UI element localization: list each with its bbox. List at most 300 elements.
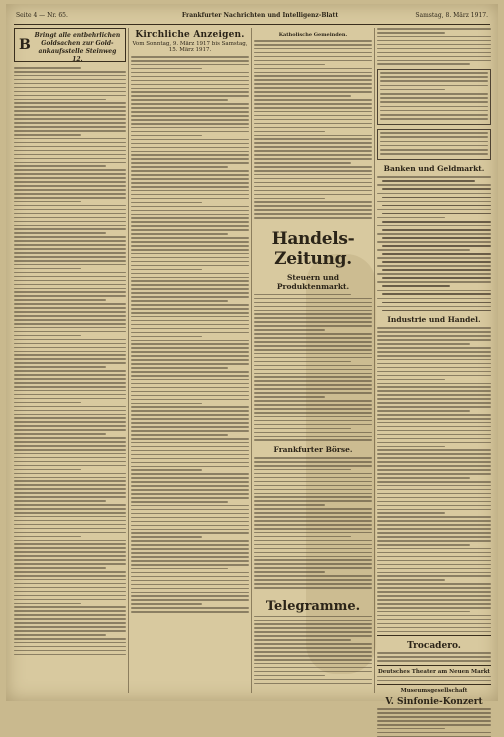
text-line [14, 134, 81, 136]
text-line [377, 595, 491, 597]
text-line [131, 174, 249, 176]
text-line [14, 583, 126, 585]
text-line [14, 244, 126, 246]
text-line [131, 221, 249, 223]
text-line [377, 40, 491, 42]
text-line [131, 158, 249, 160]
newspaper-page [6, 4, 498, 708]
text-line [131, 383, 249, 385]
text-line [131, 525, 249, 527]
text-line [377, 438, 491, 440]
column-2 [131, 28, 249, 693]
text-line [14, 154, 126, 156]
box-initial: B [19, 37, 31, 53]
text-line [14, 276, 126, 278]
text-line [14, 169, 126, 171]
text-line [254, 131, 325, 133]
text-line [382, 197, 491, 199]
text-line [377, 591, 491, 593]
text-line [131, 60, 249, 62]
text-line [131, 548, 249, 550]
text-line [131, 347, 249, 349]
text-line [14, 146, 126, 148]
text-line [14, 492, 126, 494]
text-line [14, 543, 126, 545]
text-line [377, 708, 491, 710]
text-line [14, 571, 126, 573]
text-line [377, 631, 491, 633]
text-line [131, 505, 249, 507]
text-line [380, 101, 488, 103]
text-line [377, 603, 491, 605]
text-line [14, 288, 126, 290]
text-line [14, 614, 126, 616]
text-line [131, 536, 202, 538]
text-line [14, 551, 126, 553]
text-line [377, 473, 491, 475]
text-line [254, 40, 372, 42]
text-line [14, 138, 126, 140]
text-line [14, 579, 126, 581]
text-line [254, 392, 372, 394]
text-line [131, 296, 249, 298]
text-line [377, 383, 491, 385]
text-line [14, 559, 126, 561]
text-line [254, 424, 372, 426]
text-line [254, 333, 372, 335]
text-line [14, 516, 126, 518]
text-line [14, 114, 126, 116]
text-line [131, 288, 249, 290]
text-line [131, 414, 249, 416]
text-line [377, 36, 491, 38]
text-line [14, 547, 126, 549]
text-line [377, 363, 491, 365]
text-line [377, 528, 491, 530]
text-line [14, 484, 126, 486]
text-line [377, 32, 445, 34]
text-line [131, 588, 249, 590]
text-line [377, 414, 491, 416]
text-line [380, 149, 488, 151]
text-line [254, 548, 372, 550]
text-line [254, 556, 372, 558]
text-line [380, 136, 488, 138]
trade-newspaper-heading: Handels-Zeitung. [271, 228, 355, 269]
text-line [131, 245, 249, 247]
text-line [254, 575, 372, 577]
text-line [14, 555, 126, 557]
text-line [254, 68, 372, 70]
text-line [14, 264, 126, 266]
text-line [131, 190, 249, 192]
text-line [14, 563, 126, 565]
text-line [14, 295, 126, 297]
text-line [254, 404, 372, 406]
text-line [131, 332, 249, 334]
text-line [377, 493, 491, 495]
trade-text [254, 294, 372, 441]
text-line [14, 319, 126, 321]
text-line [254, 489, 372, 491]
text-line [14, 299, 106, 301]
text-line [131, 576, 249, 578]
text-line [254, 432, 372, 434]
text-line [14, 79, 126, 81]
text-line [131, 501, 228, 503]
text-line [377, 290, 491, 292]
text-line [131, 458, 249, 460]
text-line [14, 307, 126, 309]
text-line [377, 607, 491, 609]
text-line [131, 493, 249, 495]
text-line [254, 552, 372, 554]
text-line [131, 225, 249, 227]
text-line [14, 248, 126, 250]
text-line [131, 434, 228, 436]
text-line [254, 357, 372, 359]
text-line [254, 361, 351, 363]
text-line [131, 257, 249, 259]
text-line [131, 509, 249, 511]
text-line [377, 481, 491, 483]
concert-ad [377, 684, 491, 737]
text-line [14, 315, 126, 317]
text-line [380, 145, 488, 147]
text-line [14, 402, 81, 404]
text-line [14, 414, 126, 416]
text-line [14, 642, 126, 644]
text-line [14, 339, 126, 341]
text-line [254, 353, 372, 355]
text-line [377, 524, 491, 526]
text-line [254, 369, 372, 371]
text-line [254, 477, 372, 479]
text-line [131, 391, 249, 393]
text-line [14, 488, 126, 490]
text-line [254, 306, 372, 308]
text-line [377, 724, 491, 726]
text-line [254, 416, 372, 418]
text-line [14, 587, 126, 589]
text-line [14, 217, 126, 219]
text-line [131, 107, 249, 109]
text-line [131, 91, 249, 93]
text-line [254, 461, 372, 463]
text-line [14, 189, 126, 191]
text-line [131, 304, 249, 306]
text-line [14, 461, 126, 463]
text-line [14, 118, 126, 120]
text-line [377, 512, 445, 514]
text-line [254, 209, 372, 211]
text-line [131, 249, 249, 251]
text-line [14, 347, 126, 349]
text-line [131, 355, 249, 357]
text-line [131, 186, 249, 188]
text-line [380, 110, 488, 112]
concert-title: V. Sinfonie-Konzert [385, 697, 483, 708]
column-1 [14, 28, 126, 693]
text-line [254, 83, 372, 85]
text-line [131, 202, 202, 204]
text-line [131, 123, 249, 125]
text-line [131, 521, 249, 523]
text-line [131, 367, 228, 369]
text-line [254, 532, 372, 534]
church-notices-text [131, 56, 249, 613]
text-line [254, 465, 372, 467]
text-line [254, 329, 325, 331]
text-line [254, 150, 372, 152]
text-line [131, 395, 249, 397]
text-line [380, 118, 488, 120]
text-line [131, 343, 249, 345]
theater-ad [377, 665, 491, 682]
text-line [377, 615, 491, 617]
text-line [14, 358, 126, 360]
text-line [131, 379, 249, 381]
text-line [14, 406, 126, 408]
text-line [382, 237, 491, 239]
text-line [131, 265, 249, 267]
text-line [377, 728, 445, 730]
text-line [254, 428, 351, 430]
text-line [131, 517, 249, 519]
text-line [131, 273, 249, 275]
text-line [254, 583, 372, 585]
text-line [254, 571, 325, 573]
text-line [254, 473, 372, 475]
banks-heading: Banken und Geldmarkt. [383, 164, 485, 174]
text-line [254, 174, 372, 176]
text-line [14, 110, 126, 112]
text-line [14, 142, 126, 144]
text-line [131, 450, 249, 452]
text-line [14, 540, 126, 542]
text-line [254, 186, 372, 188]
text-line [377, 516, 491, 518]
text-line [131, 469, 202, 471]
text-line [14, 532, 126, 534]
stock-exchange-heading: Frankfurter Börse. [273, 445, 353, 455]
text-line [14, 603, 81, 605]
text-line [377, 201, 491, 203]
text-line [377, 48, 491, 50]
text-line [254, 317, 372, 319]
text-line [14, 520, 126, 522]
text-line [254, 380, 372, 382]
text-line [131, 99, 228, 101]
text-line [14, 303, 126, 305]
text-line [254, 587, 372, 589]
text-line [131, 166, 228, 168]
text-line [14, 87, 126, 89]
text-line [254, 298, 372, 300]
text-line [377, 568, 491, 570]
text-line [377, 457, 491, 459]
text-line [131, 489, 249, 491]
text-line [377, 656, 491, 658]
text-line [254, 485, 372, 487]
text-line [14, 232, 106, 234]
text-line [254, 60, 372, 62]
text-line [377, 306, 491, 308]
column4-intro-text [377, 28, 491, 65]
text-line [254, 341, 372, 343]
text-line [377, 720, 491, 722]
text-line [14, 291, 126, 293]
text-line [131, 328, 249, 330]
text-line [14, 500, 106, 502]
text-line [14, 311, 126, 313]
text-line [131, 544, 249, 546]
taxes-produce-heading: Steuern und Produktenmarkt. [276, 272, 350, 291]
text-line [14, 429, 126, 431]
text-line [254, 663, 372, 665]
text-line [377, 406, 491, 408]
text-line [254, 115, 372, 117]
text-line [131, 308, 249, 310]
column-rule [128, 28, 129, 693]
text-line [131, 336, 202, 338]
text-line [131, 403, 202, 405]
text-line [377, 52, 491, 54]
text-line [131, 233, 228, 235]
text-line [131, 127, 249, 129]
text-line [377, 339, 491, 341]
concert-society: Museumsgesellschaft [400, 688, 468, 695]
text-line [377, 298, 491, 300]
text-line [131, 154, 249, 156]
text-line [14, 67, 81, 69]
text-line [131, 418, 249, 420]
text-line [131, 513, 249, 515]
text-line [380, 93, 488, 95]
text-line [377, 611, 470, 613]
text-line [254, 481, 372, 483]
text-line [131, 529, 249, 531]
industry-text [377, 327, 491, 632]
text-line [254, 639, 351, 641]
text-line [377, 44, 491, 46]
text-line [14, 327, 126, 329]
text-line [377, 367, 491, 369]
text-line [14, 260, 126, 262]
text-line [14, 512, 126, 514]
text-line [254, 138, 372, 140]
text-line [377, 477, 470, 479]
text-line [14, 453, 126, 455]
rate-table [377, 129, 491, 160]
text-line [131, 95, 249, 97]
text-line [254, 166, 372, 168]
text-line [131, 442, 249, 444]
text-line [377, 184, 491, 186]
text-line [377, 359, 491, 361]
text-line [14, 106, 126, 108]
text-line [131, 540, 249, 542]
text-line [382, 253, 491, 255]
text-line [377, 509, 491, 511]
text-line [131, 560, 249, 562]
text-line [14, 536, 81, 538]
text-line [254, 493, 372, 495]
text-line [14, 480, 126, 482]
text-line [131, 237, 249, 239]
text-line [14, 386, 126, 388]
text-line [14, 457, 126, 459]
text-line [14, 591, 126, 593]
text-line [14, 102, 126, 104]
text-line [382, 180, 475, 182]
text-line [254, 154, 372, 156]
text-line [377, 575, 491, 577]
text-line [380, 114, 488, 116]
text-line [254, 373, 372, 375]
text-line [131, 269, 202, 271]
trocadero-title: Trocadero. [407, 641, 461, 652]
text-line [377, 442, 491, 444]
text-line [377, 676, 491, 678]
text-line [377, 552, 491, 554]
text-line [254, 213, 372, 215]
text-line [14, 650, 126, 652]
text-line [131, 115, 249, 117]
text-line [254, 496, 372, 498]
text-line [14, 150, 126, 152]
text-line [380, 132, 488, 134]
text-line [377, 497, 491, 499]
text-line [14, 445, 126, 447]
text-line [131, 611, 249, 613]
text-line [254, 536, 351, 538]
text-line [131, 399, 249, 401]
text-line [254, 616, 372, 618]
text-line [131, 119, 249, 121]
text-line [14, 398, 126, 400]
text-line [377, 548, 491, 550]
text-line [131, 312, 249, 314]
text-line [131, 111, 249, 113]
text-line [14, 221, 126, 223]
text-line [131, 473, 249, 475]
text-line [254, 217, 372, 219]
text-line [14, 205, 126, 207]
text-line [377, 193, 491, 195]
text-line [131, 351, 249, 353]
text-line [254, 396, 325, 398]
text-line [377, 540, 491, 542]
text-line [131, 552, 249, 554]
text-line [14, 268, 81, 270]
text-line [377, 371, 491, 373]
text-line [377, 660, 491, 662]
text-line [377, 434, 491, 436]
text-line [254, 439, 372, 441]
column-3 [254, 28, 372, 693]
text-line [14, 366, 106, 368]
text-line [254, 635, 372, 637]
text-line [131, 387, 249, 389]
text-line [131, 556, 249, 558]
catholic-heading: Katholische Gemeinden. [278, 32, 348, 38]
text-line [14, 465, 126, 467]
text-line [377, 599, 491, 601]
text-line [14, 351, 126, 353]
text-line [377, 536, 491, 538]
text-line [254, 620, 372, 622]
